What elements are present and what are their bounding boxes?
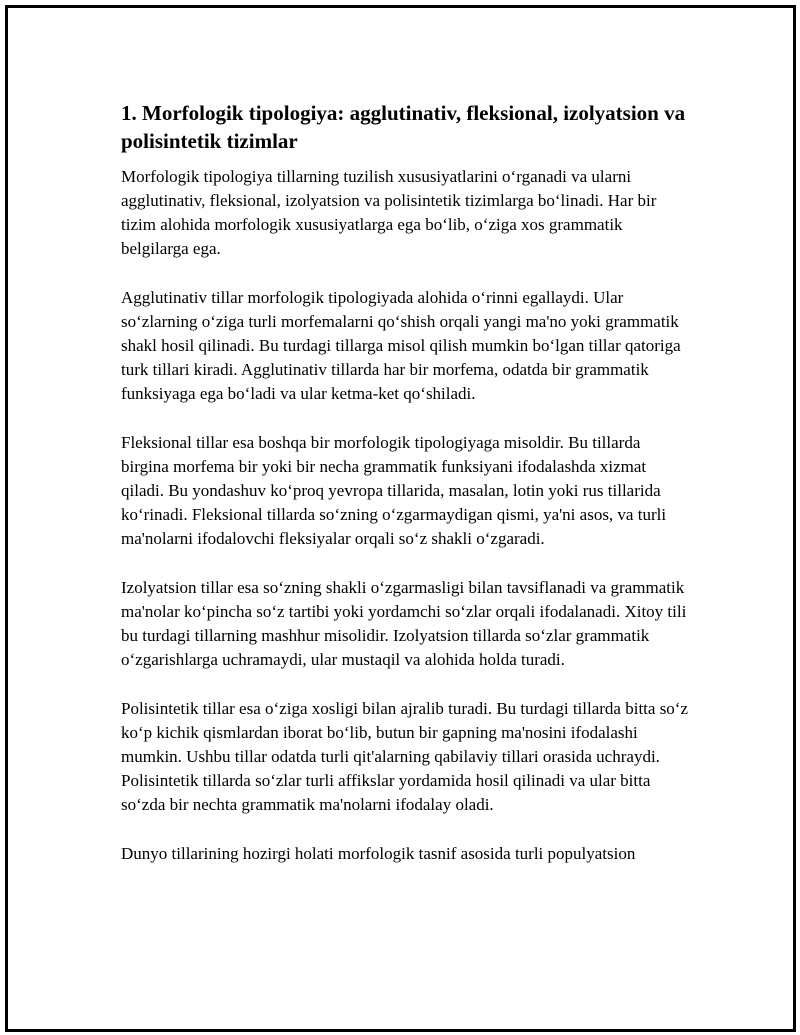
page-frame bbox=[5, 5, 796, 1032]
paragraph-polysynthetic: Polisintetik tillar esa o‘ziga xosligi bilan ajralib turadi. Bu turdagi tillarda bitta so‘z ko‘p kichik qismlardan iborat bo‘lib, butun bir gapning ma'nosini ifodalashi mumkin. Ushbu tillar odatda turli qit'alarning qabilaviy tillari orasida uchraydi. Polisintetik tillarda so‘zlar turli affikslar yordamida hosil qilinadi va ular bitta so‘zda bir nechta grammatik ma'nolarni ifodalay oladi. bbox=[121, 699, 689, 814]
paragraph-world-languages: Dunyo tillarining hozirgi holati morfologik tasnif asosida turli populyatsion bbox=[121, 844, 636, 863]
document-body bbox=[121, 99, 691, 891]
paragraph-fusional: Fleksional tillar esa boshqa bir morfologik tipologiyaga misoldir. Bu tillarda birgina morfema bir yoki bir necha grammatik funksiyani ifodalashda xizmat qiladi. Bu yondashuv ko‘proq yevropa tillarida, masalan, lotin yoki rus tillarida ko‘rinadi. Fleksional tillarda so‘zning o‘zgarmaydigan qismi, ya'ni asos, va turli ma'nolarni ifodalovchi fleksiyalar orqali so‘z shakli o‘zgaradi. bbox=[121, 433, 667, 548]
paragraph-isolating: Izolyatsion tillar esa so‘zning shakli o‘zgarmasligi bilan tavsiflanadi va grammatik ma'nolar ko‘pincha so‘z tartibi yoki yordamchi so‘zlar orqali ifodalanadi. Xitoy tili bu turdagi tillarning mashhur misolidir. Izolyatsion tillarda so‘zlar grammatik o‘zgarishlarga uchramaydi, ular mustaqil va alohida holda turadi. bbox=[121, 578, 687, 669]
section-heading: 1. Morfologik tipologiya: agglutinativ, fleksional, izolyatsion va polisintetik tizimlar bbox=[121, 101, 686, 153]
paragraph-intro: Morfologik tipologiya tillarning tuzilish xususiyatlarini o‘rganadi va ularni agglutinativ, fleksional, izolyatsion va polisintetik tizimlarga bo‘linadi. Har bir tizim alohida morfologik xususiyatlarga ega bo‘lib, o‘ziga xos grammatik belgilarga ega. bbox=[121, 167, 657, 258]
paragraph-agglutinative: Agglutinativ tillar morfologik tipologiyada alohida o‘rinni egallaydi. Ular so‘zlarning o‘ziga turli morfemalarni qo‘shish orqali yangi ma'no yoki grammatik shakl hosil qilinadi. Bu turdagi tillarga misol qilish mumkin bo‘lgan tillar qatoriga turk tillari kiradi. Agglutinativ tillarda har bir morfema, odatda bir grammatik funksiyaga ega bo‘ladi va ular ketma-ket qo‘shiladi. bbox=[121, 288, 681, 403]
